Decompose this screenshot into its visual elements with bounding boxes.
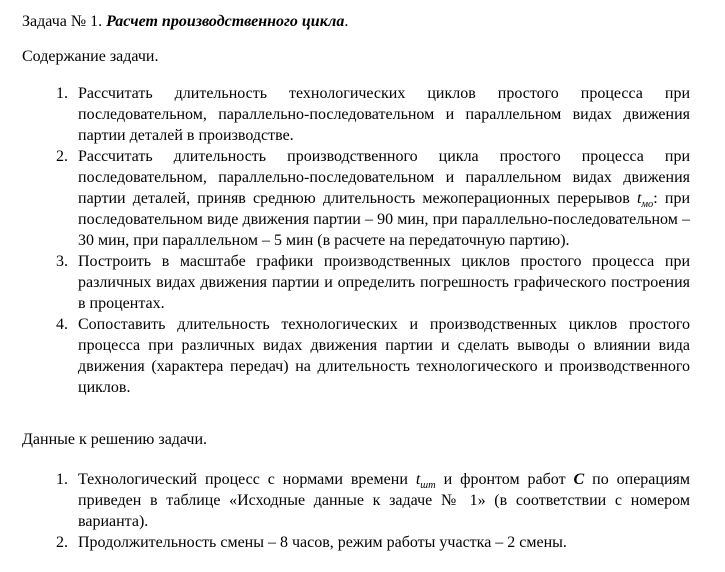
text-run: по операциям приведен в таблице «Исходные данные к задаче № 1» (в соответствии с номером варианта).: [78, 471, 691, 530]
list-item: [78, 83, 690, 146]
task-contents-list: [22, 83, 690, 398]
task-title: [22, 11, 690, 32]
text-run: .: [344, 13, 349, 30]
section-heading-data: Данные к решению задачи.: [22, 431, 207, 448]
text-run: Рассчитать длительность производственного цикла простого процесса при последовательном, параллельно-последовательном и параллельном видах движения партии деталей, приняв среднюю длительность межоперационных перерывов: [78, 148, 690, 207]
text-run: С: [573, 471, 585, 488]
text-run: Построить в масштабе графики производственных циклов простого процесса при различных видах движения партии и определить погрешность графического построения в процентах.: [78, 253, 690, 312]
list-item: [78, 251, 690, 314]
list-item: [78, 146, 690, 251]
text-run: t: [636, 190, 642, 207]
text-run: Сопоставить длительность технологических и производственных циклов простого процесса при различных видах движения партии и сделать выводы о влиянии вида движения (характера передач) на длительность технологического и производственного циклов.: [78, 316, 690, 396]
task-data-list: [22, 469, 690, 553]
text-run: мо: [641, 199, 654, 211]
list-item: [78, 532, 690, 553]
list-item: [78, 314, 690, 398]
list-item: [78, 469, 690, 532]
text-run: Рассчитать длительность технологических циклов простого процесса при последовательном, параллельно-последовательном и параллельном видах движения партии деталей в производстве.: [78, 85, 690, 144]
text-run: Продолжительность смены – 8 часов, режим работы участка – 2 смены.: [78, 534, 567, 551]
text-run: и фронтом работ: [435, 471, 574, 488]
text-run: Расчет производственного цикла: [106, 13, 345, 30]
section-heading-contents: Содержание задачи.: [22, 48, 159, 65]
text-run: шт: [420, 480, 436, 492]
text-run: Технологический процесс с нормами времени: [78, 471, 416, 488]
text-run: t: [415, 471, 421, 488]
text-run: Задача № 1.: [22, 13, 107, 30]
text-run: : при последовательном виде движения партии – 90 мин, при параллельно-последовательном – 30 мин, при параллельном – 5 мин (в расчете на передаточную партию).: [78, 190, 691, 249]
